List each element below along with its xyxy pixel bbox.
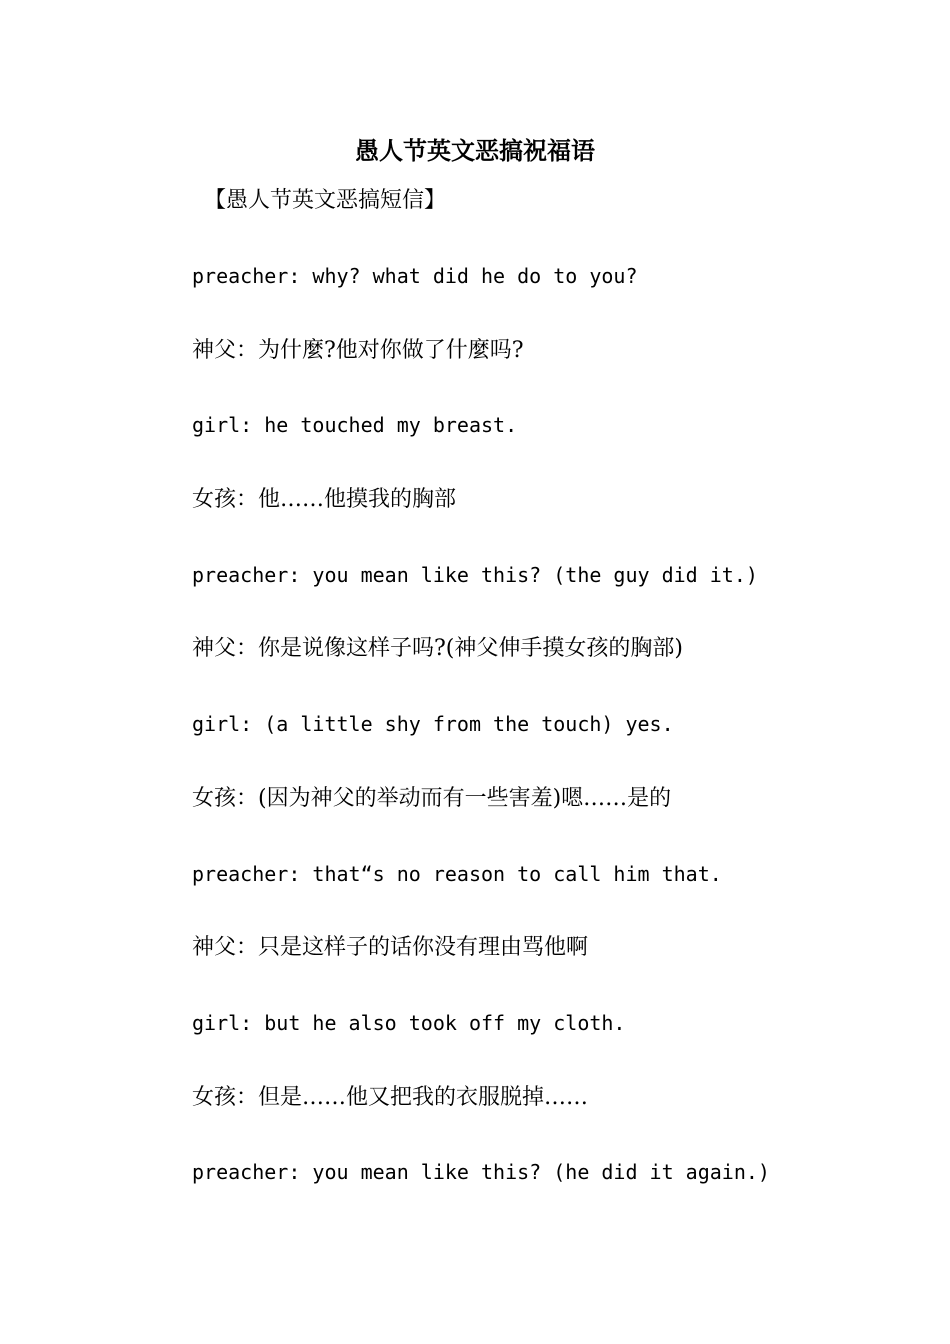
- document-title: 愚人节英文恶搞祝福语: [355, 136, 595, 165]
- dialogue-line: preacher: why? what did he do to you?: [192, 264, 638, 288]
- dialogue-line: preacher: that“s no reason to call him that.: [192, 861, 722, 886]
- dialogue-line: 女孩：(因为神父的举动而有一些害羞)嗯……是的: [192, 785, 672, 811]
- dialogue-line: girl: (a little shy from the touch) yes.: [192, 712, 674, 737]
- dialogue-line: 女孩：他……他摸我的胸部: [192, 487, 457, 513]
- dialogue-line: 女孩：但是……他又把我的衣服脱掉……: [192, 1084, 589, 1110]
- dialogue-line: preacher: you mean like this? (he did it again.): [192, 1160, 770, 1185]
- dialogue-line: girl: he touched my breast.: [192, 413, 518, 438]
- dialogue-lines: [192, 260, 932, 1231]
- dialogue-line: 神父：你是说像这样子吗?(神父伸手摸女孩的胸部): [192, 636, 683, 662]
- dialogue-line: 神父：只是这样子的话你没有理由骂他啊: [192, 935, 589, 961]
- dialogue-line: girl: but he also took off my cloth.: [192, 1010, 626, 1035]
- dialogue-line: 神父：为什麼?他对你做了什麼吗?: [192, 337, 524, 363]
- dialogue-line: preacher: you mean like this? (the guy did it.): [192, 562, 758, 587]
- section-heading: 【愚人节英文恶搞短信】: [204, 188, 447, 213]
